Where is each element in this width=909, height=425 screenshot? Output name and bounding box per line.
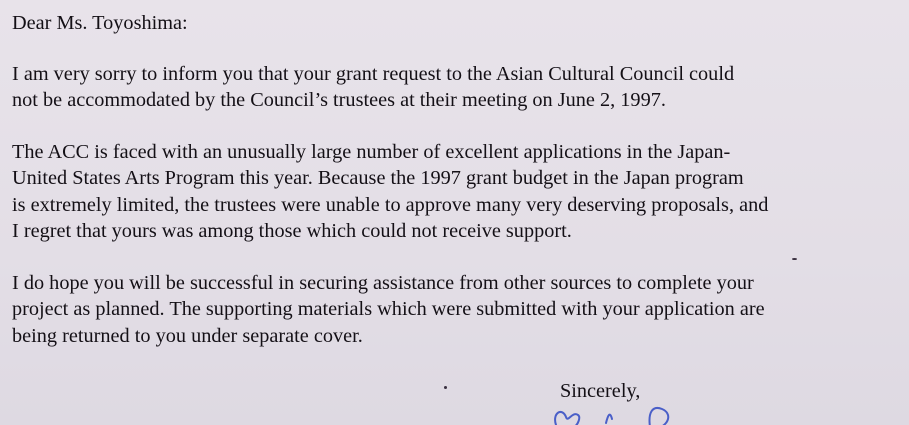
paper-speck (444, 386, 447, 389)
paragraph-line: I do hope you will be successful in securing assistance from other sources to complete your (12, 271, 754, 294)
paragraph-2 (12, 139, 907, 245)
paragraph-line: The ACC is faced with an unusually large number of excellent applications in the Japan- (12, 140, 731, 163)
letter-body (12, 10, 907, 374)
paragraph-line: I regret that yours was among those which could not receive support. (12, 220, 572, 242)
paragraph-line: project as planned. The supporting materials which were submitted with your application are (12, 298, 765, 320)
paper-speck (792, 258, 797, 260)
handwritten-signature (548, 403, 698, 425)
closing: Sincerely, (560, 380, 641, 402)
paragraph-line: I am very sorry to inform you that your grant request to the Asian Cultural Council could (12, 62, 735, 85)
paragraph-3 (12, 270, 907, 350)
paragraph-line: United States Arts Program this year. Because the 1997 grant budget in the Japan program (12, 167, 744, 189)
paragraph-1 (12, 61, 907, 114)
salutation: Dear Ms. Toyoshima: (12, 12, 188, 34)
paragraph-line: not be accommodated by the Council’s trustees at their meeting on June 2, 1997. (12, 89, 666, 111)
paragraph-line: being returned to you under separate cover. (12, 324, 363, 347)
paragraph-line: is extremely limited, the trustees were unable to approve many very deserving proposals, and (12, 193, 769, 216)
